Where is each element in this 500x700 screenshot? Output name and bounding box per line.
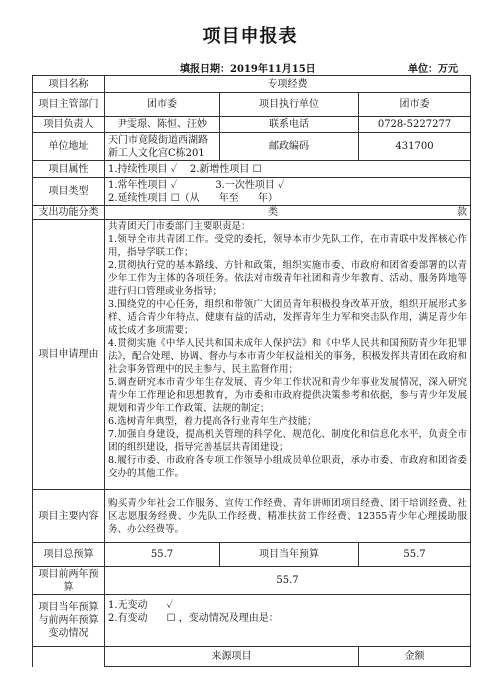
row-change [33, 595, 471, 647]
row-total-budget [33, 543, 471, 567]
source-header-blank [33, 647, 105, 667]
func-class: 类 [268, 207, 278, 218]
content-text: 购买青少年社会工作服务、宣传工作经费、青年讲师团项目经费、团干培训经费、社区志愿服务经费、少先队工作经费、精准扶贫工作经费、12355青少年心理援助服务、办公经费等。 [105, 490, 471, 543]
unit-label: 单位：万元 [408, 64, 458, 75]
change-label [33, 595, 105, 647]
func-label: 支出功能分类 [33, 206, 105, 220]
exec-unit-value: 团市委 [359, 93, 471, 117]
func-item: 款 [457, 207, 468, 218]
attr-label: 项目属性 [33, 161, 105, 178]
address-value [105, 133, 220, 161]
type-line-1: 1.常年性项目 ✓ 3.一次性项目 ✓ [108, 179, 285, 191]
exec-unit-label: 项目执行单位 [220, 93, 359, 117]
dept-label: 项目主管部门 [33, 93, 105, 117]
row-leader [33, 117, 471, 133]
content-label: 项目主要内容 [33, 490, 105, 543]
type-line-2: 2.延续性项目 ☐（从 年至 年） [108, 192, 278, 204]
prev-budget-value: 55.7 [105, 567, 471, 595]
postcode-value: 431700 [359, 133, 471, 161]
fill-date: 填报日期：2019年11月15日 [180, 64, 316, 75]
address-label: 单位地址 [33, 133, 105, 161]
attr-value: 1.持续性项目 ✓ 2.新增性项目 ☐ [105, 161, 471, 178]
address-line-2: 新工人文化宫C栋201 [108, 147, 205, 159]
phone-label: 联系电话 [220, 117, 359, 133]
row-address [33, 133, 471, 161]
type-value [105, 178, 471, 206]
change-option-2: 2.有变动 ☐ ，变动情况及理由是： [108, 613, 279, 624]
project-name-value: 专项经费 [105, 76, 471, 93]
leader-label: 项目负责人 [33, 117, 105, 133]
row-project-name [33, 76, 471, 93]
row-attribute [33, 161, 471, 178]
row-source-header [33, 647, 471, 667]
prev-budget-label-line-2: 算 [63, 581, 74, 593]
total-budget-value: 55.7 [105, 543, 220, 567]
row-function [33, 206, 471, 220]
row-department [33, 93, 471, 117]
row-type [33, 178, 471, 206]
change-label-line-2: 与前两年预算 [38, 615, 99, 626]
page-title: 项目申报表 [202, 26, 298, 47]
total-budget-label: 项目总预算 [33, 543, 105, 567]
change-label-line-1: 项目当年预算 [38, 602, 99, 613]
row-content [33, 490, 471, 543]
func-value [105, 206, 471, 220]
amount-label: 金额 [359, 647, 471, 667]
phone-value: 0728-5227277 [359, 117, 471, 133]
source-label: 来源项目 [105, 647, 359, 667]
change-label-line-3: 变动情况 [48, 628, 89, 639]
prev-budget-label-line-1: 项目前两年预 [38, 568, 99, 580]
leader-value: 尹雯璟、陈恒、汪妙 [105, 117, 220, 133]
type-label: 项目类型 [33, 178, 105, 206]
current-budget-label: 项目当年预算 [220, 543, 359, 567]
change-value [105, 595, 471, 647]
postcode-label: 邮政编码 [220, 133, 359, 161]
row-prev-budget [33, 567, 471, 595]
reason-label: 项目申请理由 [33, 220, 105, 490]
project-application-form [32, 75, 471, 667]
reason-text: 共青团天门市委部门主要职责是： 1.领导全市共青团工作。受党的委托，领导本市少先队工作，在市青联中发挥核心作用，指导学联工作； 2.贯彻执行党的基本路线、方针和政策，组织实施市委、市政府和团省委部署的以青少年工作为主体的各项任务。依法对市级青年社团和青少年教育、活动、服务阵地等进行归口管理或业务指导； 3.围绕党的中心任务，组织和带领广大团员青年积极投身改革开放，组织开展形式多样、适合青少年特点、健康有益的活动，发挥青年生力军和突击队作用，满足青少年成长成才多项需要； 4.贯彻实施《中华人民共和国未成年人保护法》和《中华人民共和国预防青少年犯罪法》，配合处理、协调、督办与本市青少年权益相关的事务，积极发挥共青团在政府和社会事务管理中的民主参与、民主监督作用； 5.调查研究本市青少年生存发展、青少年工作状况和青少年事业发展情况，深入研究青少年工作理论和思想教育，为市委和市政府提供决策参考和依据，参与青少年发展规划和青少年工作政策、法规的制定； 6.选树青年典型，着力提高各行业青年生产技能； 7.加强自身建设，提高机关管理的科学化、规范化、制度化和信息化水平，负责全市团的组织建设，指导完善基层共青团建设； 8.履行市委、市政府各专项工作领导小组成员单位职责，承办市委、市政府和团省委交办的其他工作。 [105, 220, 471, 490]
prev-budget-label [33, 567, 105, 595]
change-option-1: 1.无变动 ✓ [108, 600, 174, 611]
dept-value: 团市委 [105, 93, 220, 117]
project-name-label: 项目名称 [33, 76, 105, 93]
current-budget-value: 55.7 [359, 543, 471, 567]
row-reason [33, 220, 471, 490]
address-line-1: 天门市竟陵街道西湖路 [108, 134, 208, 146]
